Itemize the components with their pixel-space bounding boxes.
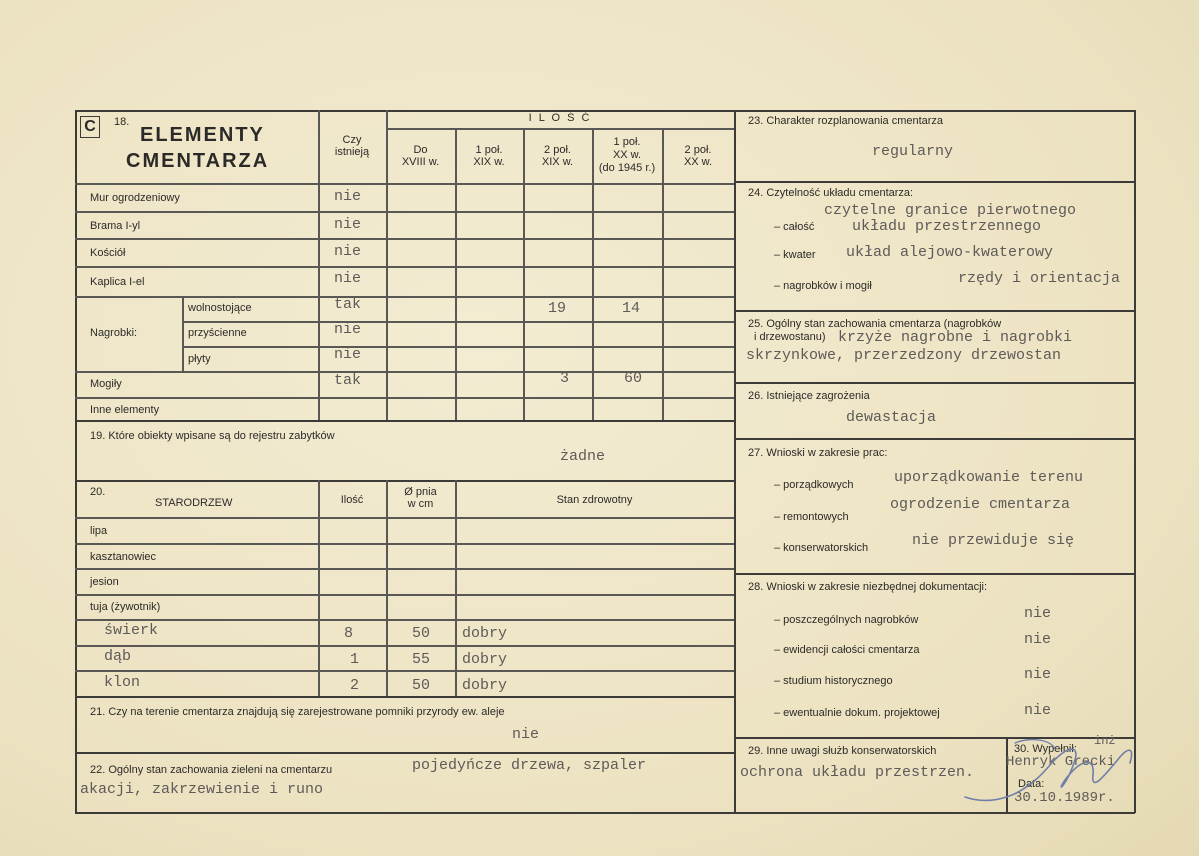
q24-calosc-label: – całość: [774, 221, 815, 233]
tree-swierk-diam: 50: [412, 625, 431, 642]
grid-line: [734, 573, 1135, 575]
tree-row-jesion: jesion: [90, 576, 119, 588]
q22-label: 22. Ogólny stan zachowania zieleni na cmentarzu: [90, 764, 333, 776]
grid-line: [75, 568, 734, 570]
grid-line: [75, 619, 734, 621]
grid-line: [75, 696, 734, 698]
q25-label-line2: i drzewostanu): [754, 331, 826, 343]
q25-answer-line1: krzyże nagrobne i nagrobki: [838, 329, 1073, 346]
section-title-line1: ELEMENTY: [140, 124, 265, 146]
q28-item-ewidencji-label: – ewidencji całości cmentarza: [774, 644, 920, 656]
col-exists-header: Czy istnieją: [334, 134, 370, 158]
q25-label-line1: 25. Ogólny stan zachowania cmentarza (nagrobków: [748, 318, 1002, 330]
grid-line: [662, 128, 664, 420]
tree-row-lipa: lipa: [90, 525, 108, 537]
tree-swierk-state: dobry: [462, 625, 508, 642]
q28-item-projektowej-value: nie: [1024, 702, 1052, 719]
grid-line: [75, 420, 734, 422]
q27-item-remontowych-value: ogrodzenie cmentarza: [890, 496, 1071, 513]
q23-answer: regularny: [872, 143, 954, 160]
q24-kwater-value: układ alejowo-kwaterowy: [846, 244, 1054, 261]
q30-date-label: Data:: [1018, 778, 1045, 790]
q24-calosc-line2: układu przestrzennego: [852, 218, 1042, 235]
q24-nagrobkow-label: – nagrobków i mogił: [774, 280, 872, 292]
q28-item-nagrobkow-value: nie: [1024, 605, 1052, 622]
q20-col-stan: Stan zdrowotny: [556, 494, 633, 506]
row-wolnostojace-2pol-xix: 19: [548, 300, 567, 317]
tree-klon-qty: 2: [350, 677, 360, 694]
q21-label: 21. Czy na terenie cmentarza znajdują się zarejestrowane pomniki przyrody ew. aleje: [90, 706, 505, 718]
grid-line: [734, 382, 1135, 384]
q27-item-porzadkowych-label: – porządkowych: [774, 479, 854, 491]
q22-answer-line2: akacji, zakrzewienie i runo: [80, 781, 324, 798]
q28-item-nagrobkow-label: – poszczególnych nagrobków: [774, 614, 919, 626]
row-label-plyty: płyty: [188, 353, 211, 365]
section-title-line2: CMENTARZA: [126, 150, 270, 172]
row-label-kosciol: Kościół: [90, 247, 126, 259]
q28-item-projektowej-label: – ewentualnie dokum. projektowej: [774, 707, 940, 719]
row-exists-plyty: nie: [334, 346, 362, 363]
grid-line: [75, 238, 734, 240]
tree-row-kasztanowiec: kasztanowiec: [90, 551, 157, 563]
q26-label: 26. Istniejące zagrożenia: [748, 390, 870, 402]
grid-line: [318, 480, 320, 696]
grid-line: [75, 670, 734, 672]
grid-line: [734, 310, 1135, 312]
grid-line: [455, 128, 457, 420]
row-exists-kaplica: nie: [334, 270, 362, 287]
frame-left: [75, 110, 77, 813]
tree-klon-diam: 50: [412, 677, 431, 694]
col-header-do-xviii: Do XVIII w.: [401, 144, 440, 168]
row-mogily-1pol-xx: 60: [624, 370, 643, 387]
q27-item-porzadkowych-value: uporządkowanie terenu: [894, 469, 1084, 486]
q27-item-remontowych-label: – remontowych: [774, 511, 849, 523]
grid-line: [75, 266, 734, 268]
q28-item-studium-value: nie: [1024, 666, 1052, 683]
row-wolnostojace-1pol-xx: 14: [622, 300, 641, 317]
q30-name: Henryk Grecki: [1006, 754, 1116, 770]
q28-label: 28. Wnioski w zakresie niezbędnej dokumentacji:: [748, 581, 988, 593]
tree-row-dab: dąb: [104, 648, 132, 665]
row-label-wolnostojace: wolnostojące: [188, 302, 252, 314]
q24-nagrobkow-value: rzędy i orientacja: [958, 270, 1121, 287]
q27-label: 27. Wnioski w zakresie prac:: [748, 447, 888, 459]
row-exists-kosciol: nie: [334, 243, 362, 260]
section-number: 18.: [114, 116, 130, 128]
tree-row-tuja: tuja (żywotnik): [90, 601, 161, 613]
row-label-nagrobki: Nagrobki:: [90, 327, 138, 339]
row-exists-przyscienne: nie: [334, 321, 362, 338]
q21-answer: nie: [512, 726, 540, 743]
row-label-inne: Inne elementy: [90, 404, 160, 416]
frame-right: [1134, 110, 1136, 813]
grid-line: [75, 296, 734, 298]
q23-label: 23. Charakter rozplanowania cmentarza: [748, 115, 944, 127]
row-label-mogily: Mogiły: [90, 378, 122, 390]
q22-answer-line1: pojedyńcze drzewa, szpaler: [412, 757, 647, 774]
grid-line: [75, 397, 734, 399]
q29-answer: ochrona układu przestrzen.: [740, 764, 975, 781]
grid-line: [182, 296, 184, 371]
grid-line: [75, 543, 734, 545]
q20-col-ilosc: Ilość: [340, 494, 364, 506]
grid-line: [75, 645, 734, 647]
grid-line: [523, 128, 525, 420]
q29-label: 29. Inne uwagi służb konserwatorskich: [748, 745, 937, 757]
q24-kwater-label: – kwater: [774, 249, 816, 261]
grid-line: [734, 438, 1135, 440]
q30-date-value: 30.10.1989r.: [1014, 790, 1115, 806]
col-header-1pol-xix: 1 poł. XIX w.: [473, 144, 505, 168]
q25-answer-line2: skrzynkowe, przerzedzony drzewostan: [746, 347, 1062, 364]
grid-line: [75, 517, 734, 519]
row-exists-mogily: tak: [334, 372, 362, 389]
q30-title: inż: [1094, 734, 1116, 748]
grid-line: [734, 181, 1135, 183]
q24-label: 24. Czytelność układu cmentarza:: [748, 187, 914, 199]
row-exists-mur: nie: [334, 188, 362, 205]
grid-line: [386, 128, 734, 130]
row-mogily-2pol-xix: 3: [560, 370, 570, 387]
q27-item-konserwatorskich-value: nie przewiduje się: [912, 532, 1075, 549]
grid-line: [386, 480, 388, 696]
q19-answer: żadne: [560, 448, 606, 465]
grid-line: [182, 321, 734, 323]
tree-swierk-qty: 8: [344, 625, 354, 642]
q19-label: 19. Które obiekty wpisane są do rejestru zabytków: [90, 430, 335, 442]
frame-bottom: [75, 812, 1135, 814]
q28-item-ewidencji-value: nie: [1024, 631, 1052, 648]
row-label-przyscienne: przyścienne: [188, 327, 247, 339]
row-label-kaplica: Kaplica I-el: [90, 276, 145, 288]
tree-dab-state: dobry: [462, 651, 508, 668]
grid-line: [455, 480, 457, 696]
q20-number: 20.: [90, 486, 106, 498]
grid-line: [75, 183, 734, 185]
row-exists-brama: nie: [334, 216, 362, 233]
q30-label: 30. Wypełnił:: [1014, 743, 1077, 755]
row-label-brama: Brama I-yl: [90, 220, 141, 232]
q26-answer: dewastacja: [846, 409, 937, 426]
handwritten-signature: [955, 735, 1145, 810]
tree-dab-qty: 1: [350, 651, 360, 668]
q20-col-pnia: Ø pnia w cm: [404, 486, 437, 510]
row-exists-wolnostojace: tak: [334, 296, 362, 313]
q20-title: STARODRZEW: [155, 497, 233, 509]
ilosc-header: I L O Ś Ć: [528, 112, 592, 124]
q27-item-konserwatorskich-label: – konserwatorskich: [774, 542, 869, 554]
col-header-2pol-xix: 2 poł. XIX w.: [541, 144, 574, 168]
grid-line: [182, 346, 734, 348]
grid-line: [75, 594, 734, 596]
col-header-2pol-xx: 2 poł. XX w.: [683, 144, 713, 168]
tree-row-swierk: świerk: [104, 622, 159, 639]
tree-dab-diam: 55: [412, 651, 431, 668]
grid-line: [75, 211, 734, 213]
section-letter-box: C: [80, 116, 100, 138]
q28-item-studium-label: – studium historycznego: [774, 675, 893, 687]
tree-klon-state: dobry: [462, 677, 508, 694]
q24-calosc-line1: czytelne granice pierwotnego: [824, 202, 1077, 219]
grid-line: [75, 752, 734, 754]
row-label-mur: Mur ogrodzeniowy: [90, 192, 180, 204]
frame-middle: [734, 110, 736, 813]
grid-line: [75, 480, 734, 482]
col-header-1pol-xx: 1 poł. XX w. (do 1945 r.): [598, 136, 656, 174]
tree-row-klon: klon: [104, 674, 141, 691]
